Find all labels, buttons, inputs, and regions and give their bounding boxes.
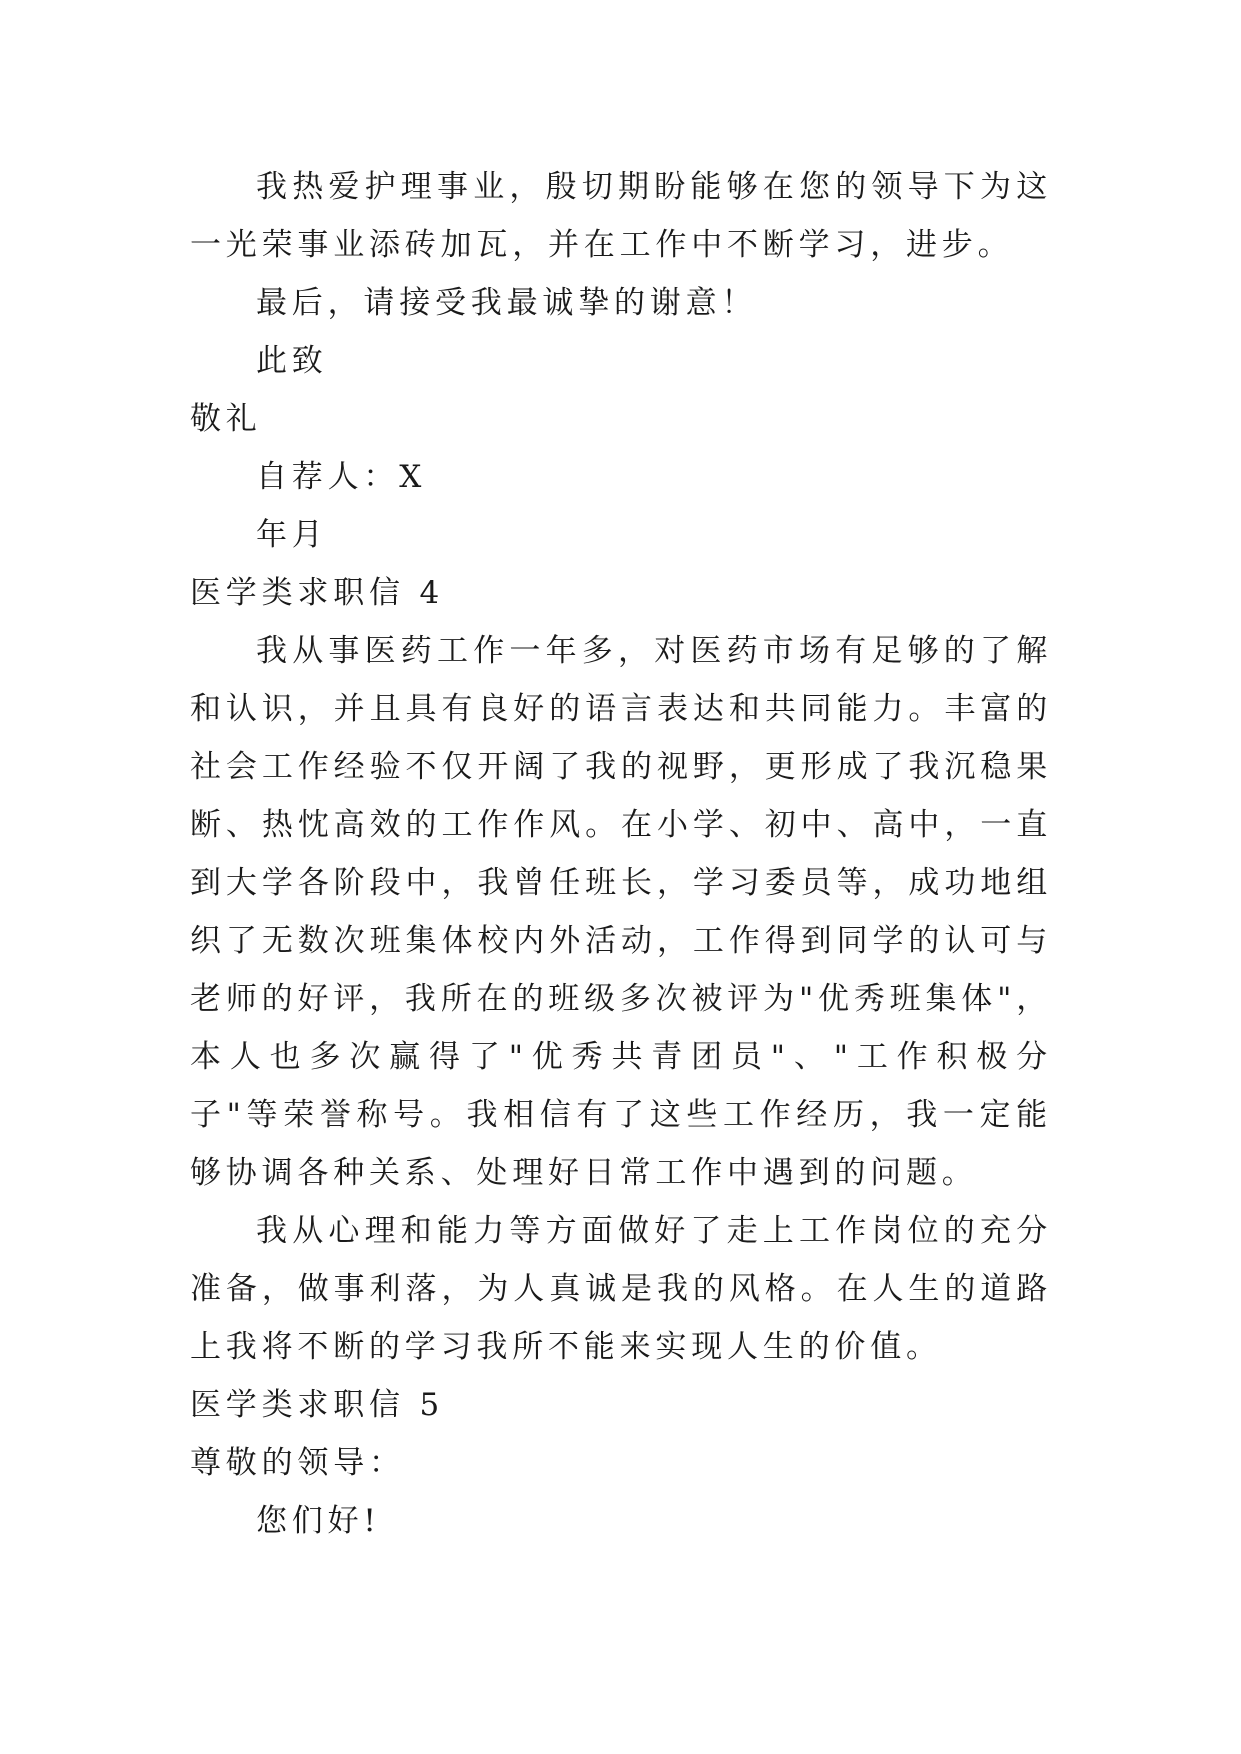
date-line: 年月 [256, 517, 328, 553]
paragraph-nursing-career: 我热爱护理事业，殷切期盼能够在您的领导下为这一光荣事业添砖加瓦，并在工作中不断学习，进步。 [190, 169, 1052, 263]
closing-salutation: 此致 [256, 343, 328, 379]
paragraph-thanks: 最后，请接受我最诚挚的谢意！ [256, 285, 758, 321]
paragraph-experience: 我从事医药工作一年多，对医药市场有足够的了解和认识，并且具有良好的语言表达和共同能力。丰富的社会工作经验不仅开阔了我的视野，更形成了我沉稳果断、热忱高效的工作作风。在小学、初中、高中，一直到大学各阶段中，我曾任班长，学习委员等，成功地组织了无数次班集体校内外活动，工作得到同学的认可与老师的好评，我所在的班级多次被评为"优秀班集体"，本人也多次赢得了"优秀共青团员"、"工作积极分子"等荣誉称号。我相信有了这些工作经历，我一定能够协调各种关系、处理好日常工作中遇到的问题。 [190, 633, 1052, 1191]
signature-line: 自荐人：X [256, 459, 427, 495]
section-heading-5: 医学类求职信 5 [190, 1387, 444, 1423]
section-heading-4: 医学类求职信 4 [190, 575, 444, 611]
greeting-hello: 您们好! [256, 1503, 381, 1539]
closing-respect: 敬礼 [190, 401, 262, 437]
document-body [190, 158, 1052, 1550]
greeting-leader: 尊敬的领导： [190, 1445, 405, 1481]
paragraph-preparation: 我从心理和能力等方面做好了走上工作岗位的充分准备，做事利落，为人真诚是我的风格。在人生的道路上我将不断的学习我所不能来实现人生的价值。 [190, 1213, 1052, 1365]
